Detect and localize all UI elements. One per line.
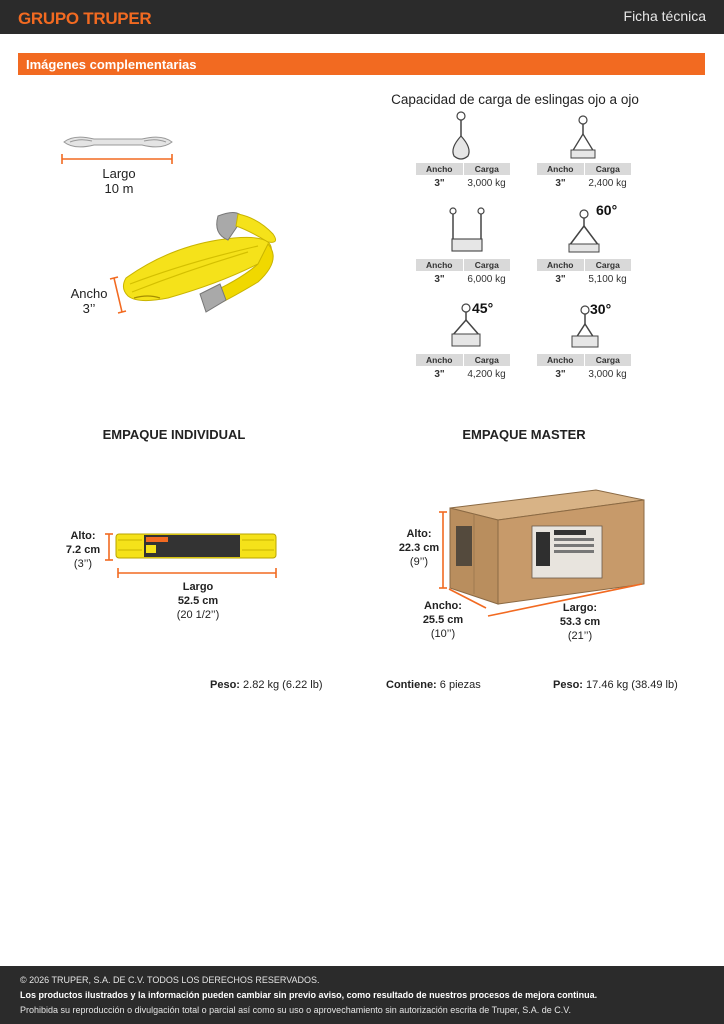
capacity-table-6: Ancho Carga 3" 3,000 kg (537, 354, 631, 380)
sling-width-label: Ancho 3’’ (70, 286, 108, 316)
capacity-table-5: Ancho Carga 3" 4,200 kg (416, 354, 510, 380)
individual-pack-title: EMPAQUE INDIVIDUAL (102, 427, 246, 442)
master-height-label: Alto: 22.3 cm (9’’) (398, 528, 440, 568)
angle-60-label: 60° (596, 202, 618, 218)
individual-length-label: Largo 52.5 cm (20 1/2’’) (176, 581, 220, 621)
yellow-sling-image (108, 200, 288, 330)
individual-weight: Peso: 2.82 kg (6.22 lb) (210, 679, 323, 691)
capacity-table-2: Ancho Carga 3" 2,400 kg (537, 163, 631, 189)
footer-copyright: © 2026 TRUPER, S.A. DE C.V. TODOS LOS DERECHOS RESERVADOS. (20, 975, 320, 985)
config-basket-icon (448, 205, 488, 257)
master-pack-title: EMPAQUE MASTER (462, 427, 586, 442)
master-weight: Peso: 17.46 kg (38.49 lb) (553, 679, 678, 691)
individual-height-label: Alto: 7.2 cm (3’’) (65, 530, 101, 570)
angle-45-label: 45° (472, 300, 494, 316)
config-choker-icon (568, 114, 598, 160)
brand-logo: GRUPO TRUPER (18, 9, 152, 28)
config-vertical-loop-icon (448, 110, 474, 162)
master-width-label: Ancho: 25.5 cm (10’’) (422, 600, 464, 640)
capacity-table-4: Ancho Carga 3" 5,100 kg (537, 259, 631, 285)
document-type: Ficha técnica (623, 8, 706, 24)
capacity-title: Capacidad de carga de eslingas ojo a ojo (391, 92, 639, 107)
section-title: Imágenes complementarias (26, 57, 197, 72)
footer-notice: Los productos ilustrados y la información pueden cambiar sin previo aviso, como resultado de nuestros procesos de mejora continua. (20, 990, 598, 1000)
page-header (0, 0, 724, 34)
angle-30-label: 30° (590, 301, 612, 317)
sling-length-label: Largo 10 m (102, 166, 136, 196)
section-header (18, 53, 705, 75)
footer-prohibition: Prohibida su reproducción o divulgación total o parcial así como su uso o aprovechamiento sin autorización escrita de Truper, S.A. de C.V. (20, 1005, 571, 1015)
capacity-table-3: Ancho Carga 3" 6,000 kg (416, 259, 510, 285)
capacity-table-1: Ancho Carga 3" 3,000 kg (416, 163, 510, 189)
page-footer (0, 966, 724, 1024)
individual-package-image (114, 532, 282, 580)
master-length-label: Largo: 53.3 cm (21’’) (559, 602, 601, 642)
master-contents: Contiene: 6 piezas (386, 679, 481, 691)
